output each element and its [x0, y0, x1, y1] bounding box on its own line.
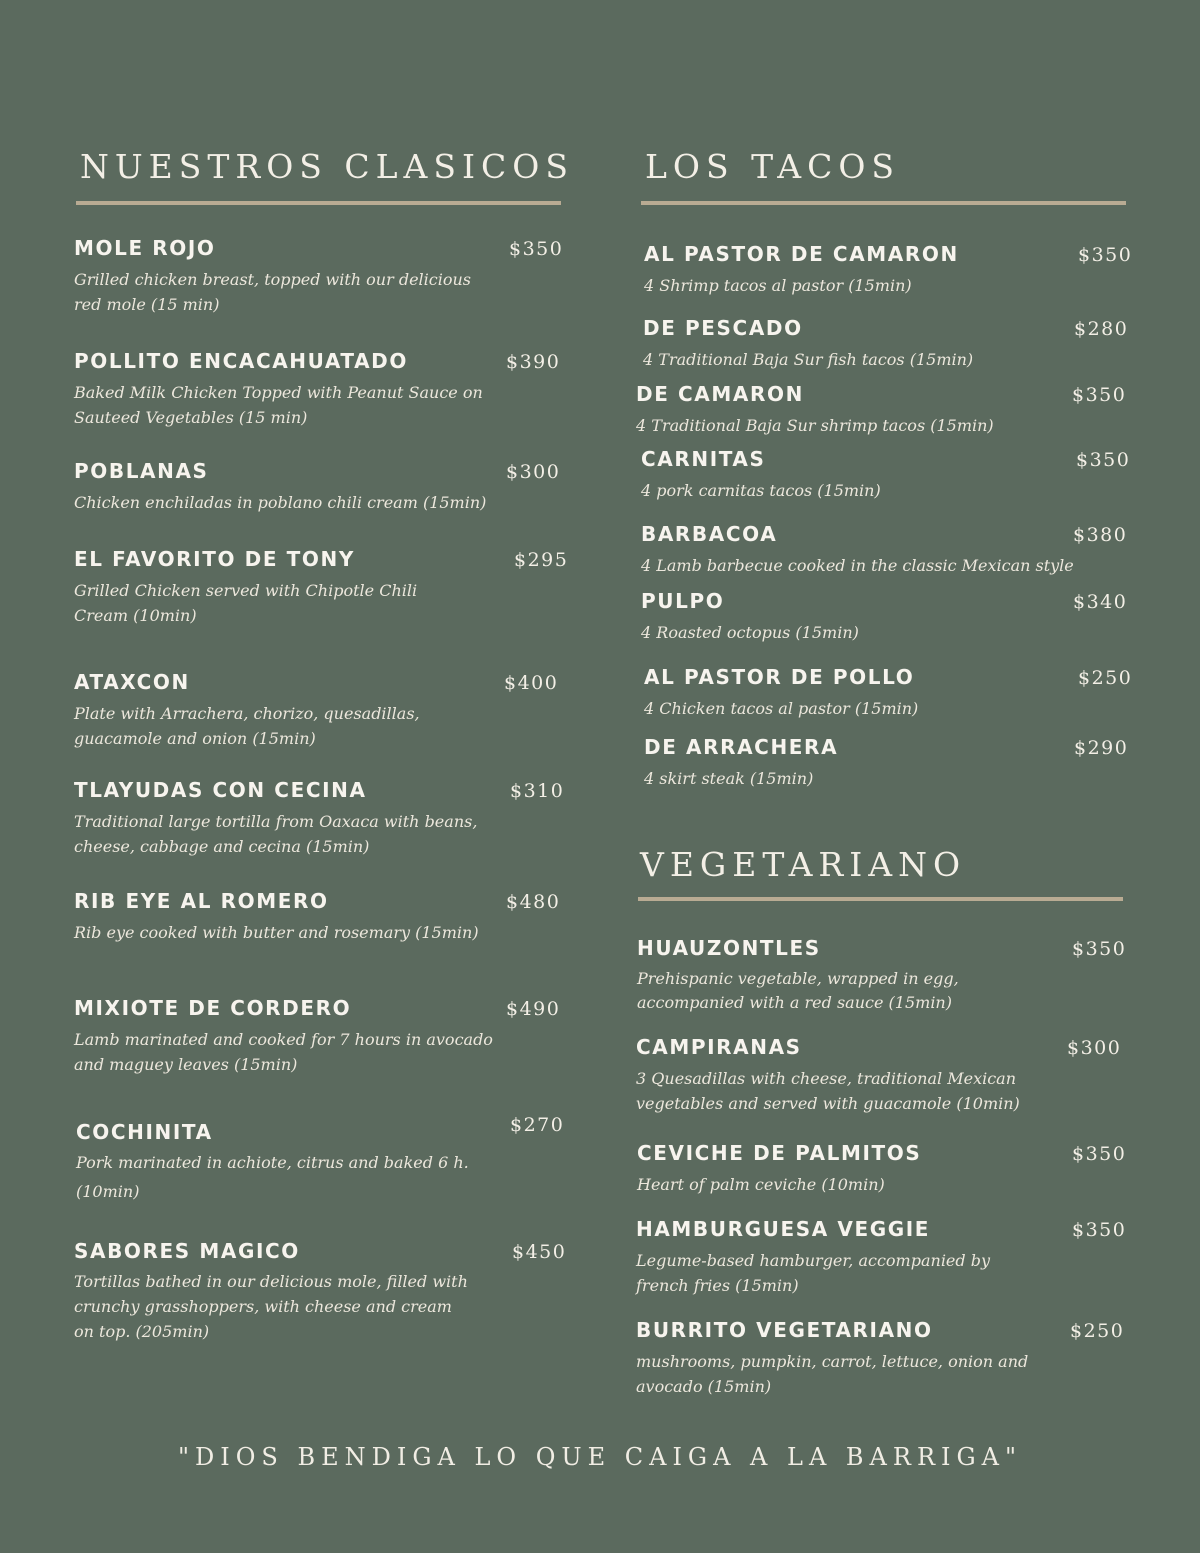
item-name: AL PASTOR DE CAMARON: [644, 242, 959, 266]
item-description: 4 Traditional Baja Sur shrimp tacos (15min): [636, 416, 994, 435]
item-name: SABORES MAGICO: [74, 1239, 300, 1263]
item-price: $250: [1070, 1320, 1125, 1342]
item-description: 4 Lamb barbecue cooked in the classic Mexican style: [641, 556, 1074, 575]
item-name: AL PASTOR DE POLLO: [644, 665, 915, 689]
section-divider: [76, 201, 561, 205]
section-title-clasicos: NUESTROS CLASICOS: [80, 147, 574, 186]
item-name: DE CAMARON: [636, 382, 804, 406]
item-price: $350: [1072, 1143, 1127, 1165]
item-name: BURRITO VEGETARIANO: [636, 1318, 933, 1342]
item-price: $290: [1074, 737, 1129, 759]
item-price: $350: [1072, 1219, 1127, 1241]
item-price: $295: [514, 549, 569, 571]
item-price: $250: [1078, 667, 1133, 689]
item-description: 4 Chicken tacos al pastor (15min): [644, 699, 919, 718]
item-description: Pork marinated in achiote, citrus and baked 6 h. (10min): [76, 1153, 469, 1201]
item-name: POBLANAS: [74, 459, 209, 483]
section-divider: [641, 201, 1126, 205]
item-description: 4 pork carnitas tacos (15min): [641, 481, 881, 500]
item-name: EL FAVORITO DE TONY: [74, 547, 355, 571]
item-description: Traditional large tortilla from Oaxaca with beans, cheese, cabbage and cecina (15min): [74, 812, 478, 856]
item-description: Chicken enchiladas in poblano chili cream (15min): [74, 493, 487, 512]
item-name: RIB EYE AL ROMERO: [74, 889, 329, 913]
item-price: $270: [510, 1114, 565, 1136]
section-title-tacos: LOS TACOS: [645, 147, 901, 186]
item-name: HUAUZONTLES: [637, 936, 821, 960]
item-description: Baked Milk Chicken Topped with Peanut Sauce on Sauteed Vegetables (15 min): [74, 383, 483, 427]
item-name: DE ARRACHERA: [644, 735, 839, 759]
item-price: $280: [1074, 318, 1129, 340]
item-name: BARBACOA: [641, 522, 778, 546]
item-price: $340: [1073, 591, 1128, 613]
item-description: Legume-based hamburger, accompanied by french fries (15min): [636, 1251, 991, 1295]
item-price: $450: [512, 1241, 567, 1263]
item-price: $310: [510, 780, 565, 802]
item-price: $400: [504, 672, 559, 694]
section-title-vegetariano: VEGETARIANO: [640, 845, 967, 884]
item-name: COCHINITA: [76, 1120, 213, 1144]
item-description: 4 Shrimp tacos al pastor (15min): [644, 276, 912, 295]
item-description: Grilled Chicken served with Chipotle Chili Cream (10min): [74, 581, 418, 625]
item-price: $480: [506, 891, 561, 913]
item-description: Tortillas bathed in our delicious mole, filled with crunchy grasshoppers, with cheese and cream on top. (205min): [74, 1272, 468, 1341]
item-name: HAMBURGUESA VEGGIE: [636, 1217, 931, 1241]
item-name: MIXIOTE DE CORDERO: [74, 996, 352, 1020]
item-price: $350: [1072, 938, 1127, 960]
item-price: $490: [506, 998, 561, 1020]
item-price: $350: [509, 238, 564, 260]
item-description: Lamb marinated and cooked for 7 hours in avocado and maguey leaves (15min): [74, 1030, 493, 1074]
item-price: $380: [1073, 524, 1128, 546]
section-divider: [638, 897, 1123, 901]
item-price: $350: [1076, 449, 1131, 471]
item-description: Prehispanic vegetable, wrapped in egg, accompanied with a red sauce (15min): [637, 969, 959, 1012]
item-name: CAMPIRANAS: [636, 1035, 802, 1059]
item-name: DE PESCADO: [643, 316, 803, 340]
item-name: TLAYUDAS CON CECINA: [74, 778, 367, 802]
item-price: $300: [1067, 1037, 1122, 1059]
item-description: Plate with Arrachera, chorizo, quesadillas, guacamole and onion (15min): [74, 704, 420, 748]
item-description: Grilled chicken breast, topped with our delicious red mole (15 min): [74, 270, 472, 314]
footer-motto: "DIOS BENDIGA LO QUE CAIGA A LA BARRIGA": [177, 1443, 1023, 1471]
item-name: ATAXCON: [74, 670, 190, 694]
item-price: $350: [1072, 384, 1127, 406]
item-price: $350: [1078, 244, 1133, 266]
item-name: CEVICHE DE PALMITOS: [637, 1141, 922, 1165]
item-description: 4 Roasted octopus (15min): [641, 623, 859, 642]
item-name: CARNITAS: [641, 447, 766, 471]
item-price: $300: [506, 461, 561, 483]
item-name: PULPO: [641, 589, 725, 613]
item-description: 4 skirt steak (15min): [644, 769, 814, 788]
item-description: Heart of palm ceviche (10min): [637, 1175, 885, 1194]
item-name: MOLE ROJO: [74, 236, 216, 260]
item-description: 4 Traditional Baja Sur fish tacos (15min): [643, 350, 974, 369]
item-description: mushrooms, pumpkin, carrot, lettuce, onion and avocado (15min): [636, 1352, 1029, 1396]
item-description: Rib eye cooked with butter and rosemary (15min): [74, 923, 479, 942]
item-name: POLLITO ENCACAHUATADO: [74, 349, 408, 373]
item-price: $390: [506, 351, 561, 373]
item-description: 3 Quesadillas with cheese, traditional Mexican vegetables and served with guacamole (10min): [636, 1069, 1020, 1113]
